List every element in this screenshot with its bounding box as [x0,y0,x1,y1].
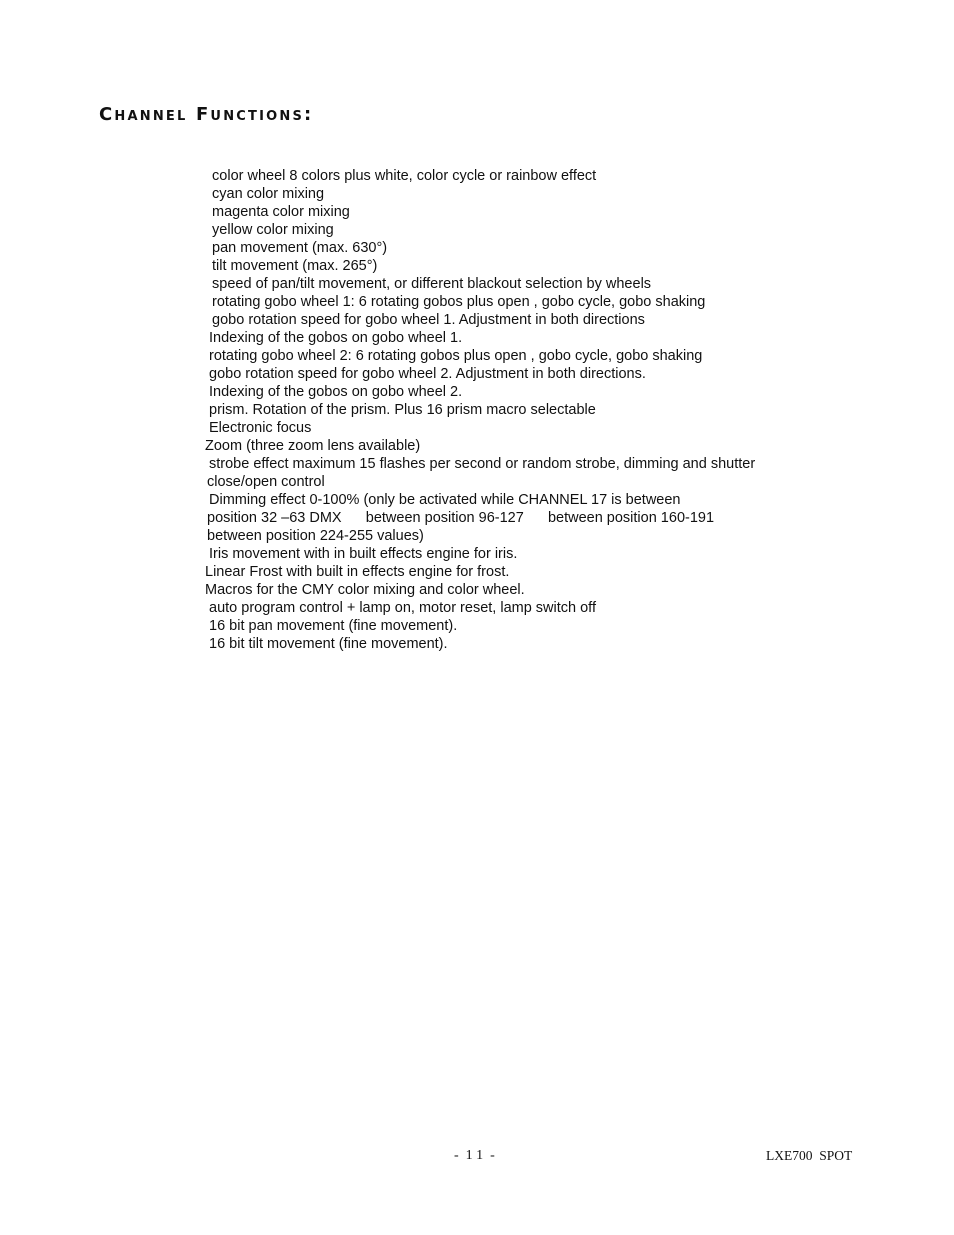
channel-line: Macros for the CMY color mixing and color wheel. [205,582,525,598]
channel-function-list [0,167,954,653]
channel-line: Dimming effect 0-100% (only be activated while CHANNEL 17 is between [209,492,681,508]
channel-line: cyan color mixing [208,186,325,202]
channel-line: 16 bit pan movement (fine movement). [209,618,458,634]
channel-line: yellow color mixing [208,222,334,238]
channel-line: auto program control + lamp on, motor reset, lamp switch off [209,600,596,616]
channel-line: Iris movement with in built effects engine for iris. [209,546,518,562]
channel-line: 16 bit tilt movement (fine movement). [209,636,448,652]
channel-line: Zoom (three zoom lens available) [205,438,421,454]
channel-line: speed of pan/tilt movement, or different blackout selection by wheels [208,276,652,292]
channel-line: between position 224-255 values) [207,528,424,544]
channel-line: rotating gobo wheel 2: 6 rotating gobos plus open , gobo cycle, gobo shaking [209,348,703,364]
channel-line: pan movement (max. 630°) [208,240,388,256]
channel-line: position 32 –63 DMX between position 96-127 between position 160-191 [207,510,715,526]
page-title: Channel Functions: [99,104,314,125]
channel-line: rotating gobo wheel 1: 6 rotating gobos plus open , gobo cycle, gobo shaking [208,294,706,310]
channel-line: Electronic focus [209,420,312,436]
channel-line: close/open control [207,474,325,490]
channel-line: gobo rotation speed for gobo wheel 2. Adjustment in both directions. [209,366,646,382]
channel-line: strobe effect maximum 15 flashes per second or random strobe, dimming and shutter [209,456,756,472]
page-number: - 1 1 - [454,1148,495,1163]
model-name: LXE700 SPOT [766,1148,853,1163]
channel-line: Indexing of the gobos on gobo wheel 1. [209,330,463,346]
channel-line: magenta color mixing [208,204,350,220]
channel-line: tilt movement (max. 265°) [208,258,378,274]
channel-line: gobo rotation speed for gobo wheel 1. Adjustment in both directions [208,312,645,328]
channel-line: prism. Rotation of the prism. Plus 16 prism macro selectable [209,402,596,418]
channel-line: Linear Frost with built in effects engine for frost. [205,564,510,580]
channel-line: Indexing of the gobos on gobo wheel 2. [209,384,463,400]
channel-line: color wheel 8 colors plus white, color cycle or rainbow effect [208,168,597,184]
